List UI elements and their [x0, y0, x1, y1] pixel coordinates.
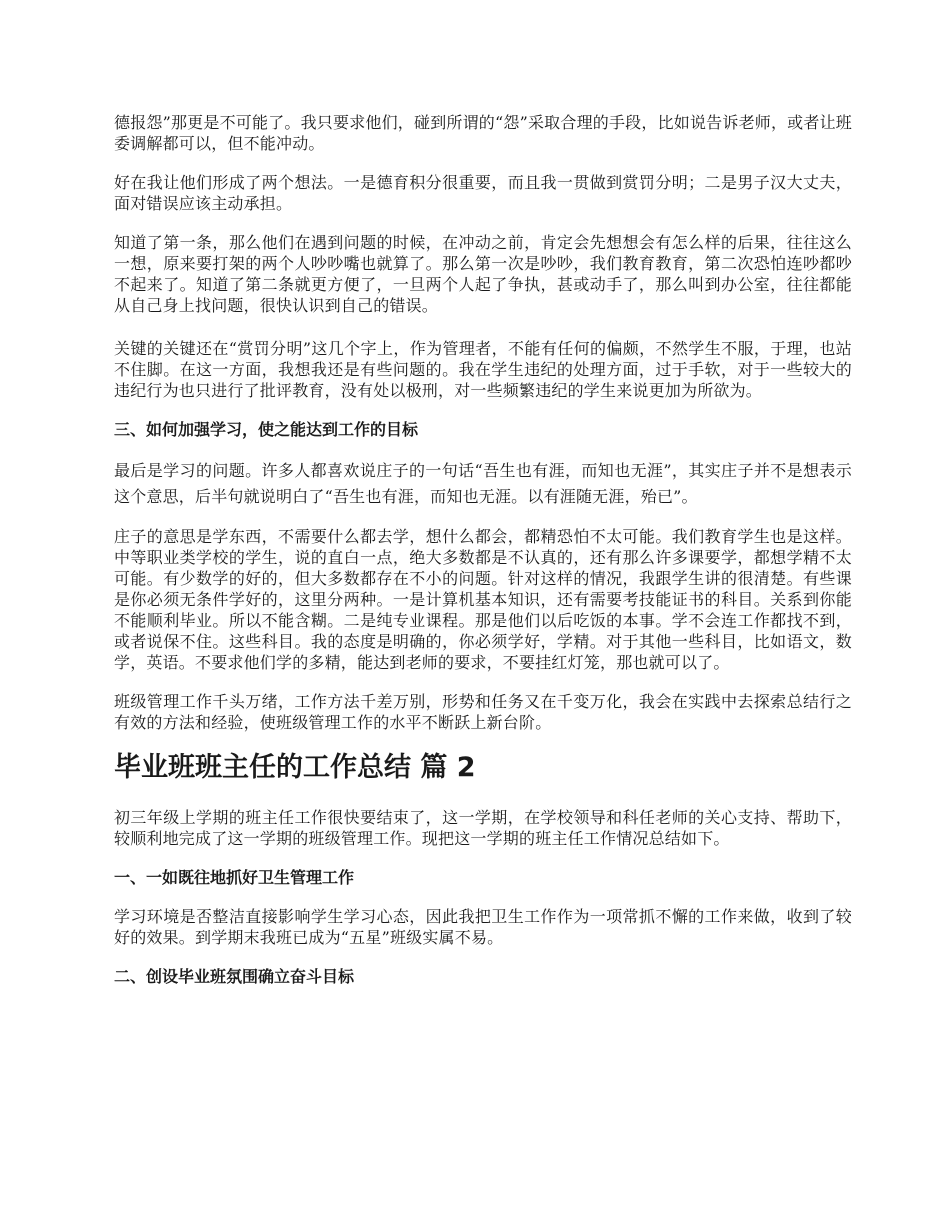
paragraph-5: 最后是学习的问题。许多人都喜欢说庄子的一句话“吾生也有涯，而知也无涯”，其实庄子并不是想表示这个意思，后半句就说明白了“吾生也有涯，而知也无涯。以有涯随无涯，殆已”。 [114, 461, 852, 506]
article-title-2: 毕业班班主任的工作总结 篇 2 [114, 752, 476, 783]
section-heading-2: 二、创设毕业班氛围确立奋斗目标 [114, 967, 355, 986]
section-heading-3: 三、如何加强学习，使之能达到工作的目标 [114, 420, 419, 439]
paragraph-9: 学习环境是否整洁直接影响学生学习心态，因此我把卫生工作作为一项常抓不懈的工作来做，收到了较好的效果。到学期末我班已成为“五星”班级实属不易。 [114, 907, 852, 947]
paragraph-6: 庄子的意思是学东西，不需要什么都去学，想什么都会，都精恐怕不太可能。我们教育学生也是这样。中等职业类学校的学生，说的直白一点，绝大多数都是不认真的，还有那么许多课要学，都想学精不太可能。有少数学的好的，但大多数都存在不小的问题。针对这样的情况，我跟学生讲的很清楚。有些课是你必须无条件学好的，这里分两种。一是计算机基本知识，还有需要考技能证书的科目。关系到你能不能顺利毕业。所以不能含糊。二是纯专业课程。那是他们以后吃饭的本事。学不会连工作都找不到，或者说保不住。这些科目。我的态度是明确的，你必须学好，学精。对于其他一些科目，比如语文，数学，英语。不要求他们学的多精，能达到老师的要求，不要挂红灯笼，那也就可以了。 [114, 527, 852, 672]
paragraph-4: 关键的关键还在“赏罚分明”这几个字上，作为管理者，不能有任何的偏颇，不然学生不服，于理，也站不住脚。在这一方面，我想我还是有些问题的。我在学生违纪的处理方面，过于手软，对于一些较大的违纪行为也只进行了批评教育，没有处以极刑，对一些频繁违纪的学生来说更加为所欲为。 [114, 339, 852, 400]
paragraph-1: 德报怨”那更是不可能了。我只要求他们，碰到所谓的“怨”采取合理的手段，比如说告诉老师，或者让班委调解都可以，但不能冲动。 [114, 113, 852, 153]
document-page [114, 112, 852, 1005]
section-heading-1: 一、一如既往地抓好卫生管理工作 [114, 868, 355, 887]
paragraph-3: 知道了第一条，那么他们在遇到问题的时候，在冲动之前，肯定会先想想会有怎么样的后果，往往这么一想，原来要打架的两个人吵吵嘴也就算了。那么第一次是吵吵，我们教育教育，第二次恐怕连吵都吵不起来了。知道了第二条就更方便了，一旦两个人起了争执，甚或动手了，那么叫到办公室，往往都能从自己身上找问题，很快认识到自己的错误。 [114, 233, 852, 315]
paragraph-7: 班级管理工作千头万绪，工作方法千差万别，形势和任务又在千变万化，我会在实践中去探索总结行之有效的方法和经验，使班级管理工作的水平不断跃上新台阶。 [114, 692, 852, 732]
paragraph-2: 好在我让他们形成了两个想法。一是德育积分很重要，而且我一贯做到赏罚分明；二是男子汉大丈夫，面对错误应该主动承担。 [114, 173, 852, 213]
paragraph-8: 初三年级上学期的班主任工作很快要结束了，这一学期，在学校领导和科任老师的关心支持、帮助下，较顺利地完成了这一学期的班级管理工作。现把这一学期的班主任工作情况总结如下。 [114, 808, 852, 848]
